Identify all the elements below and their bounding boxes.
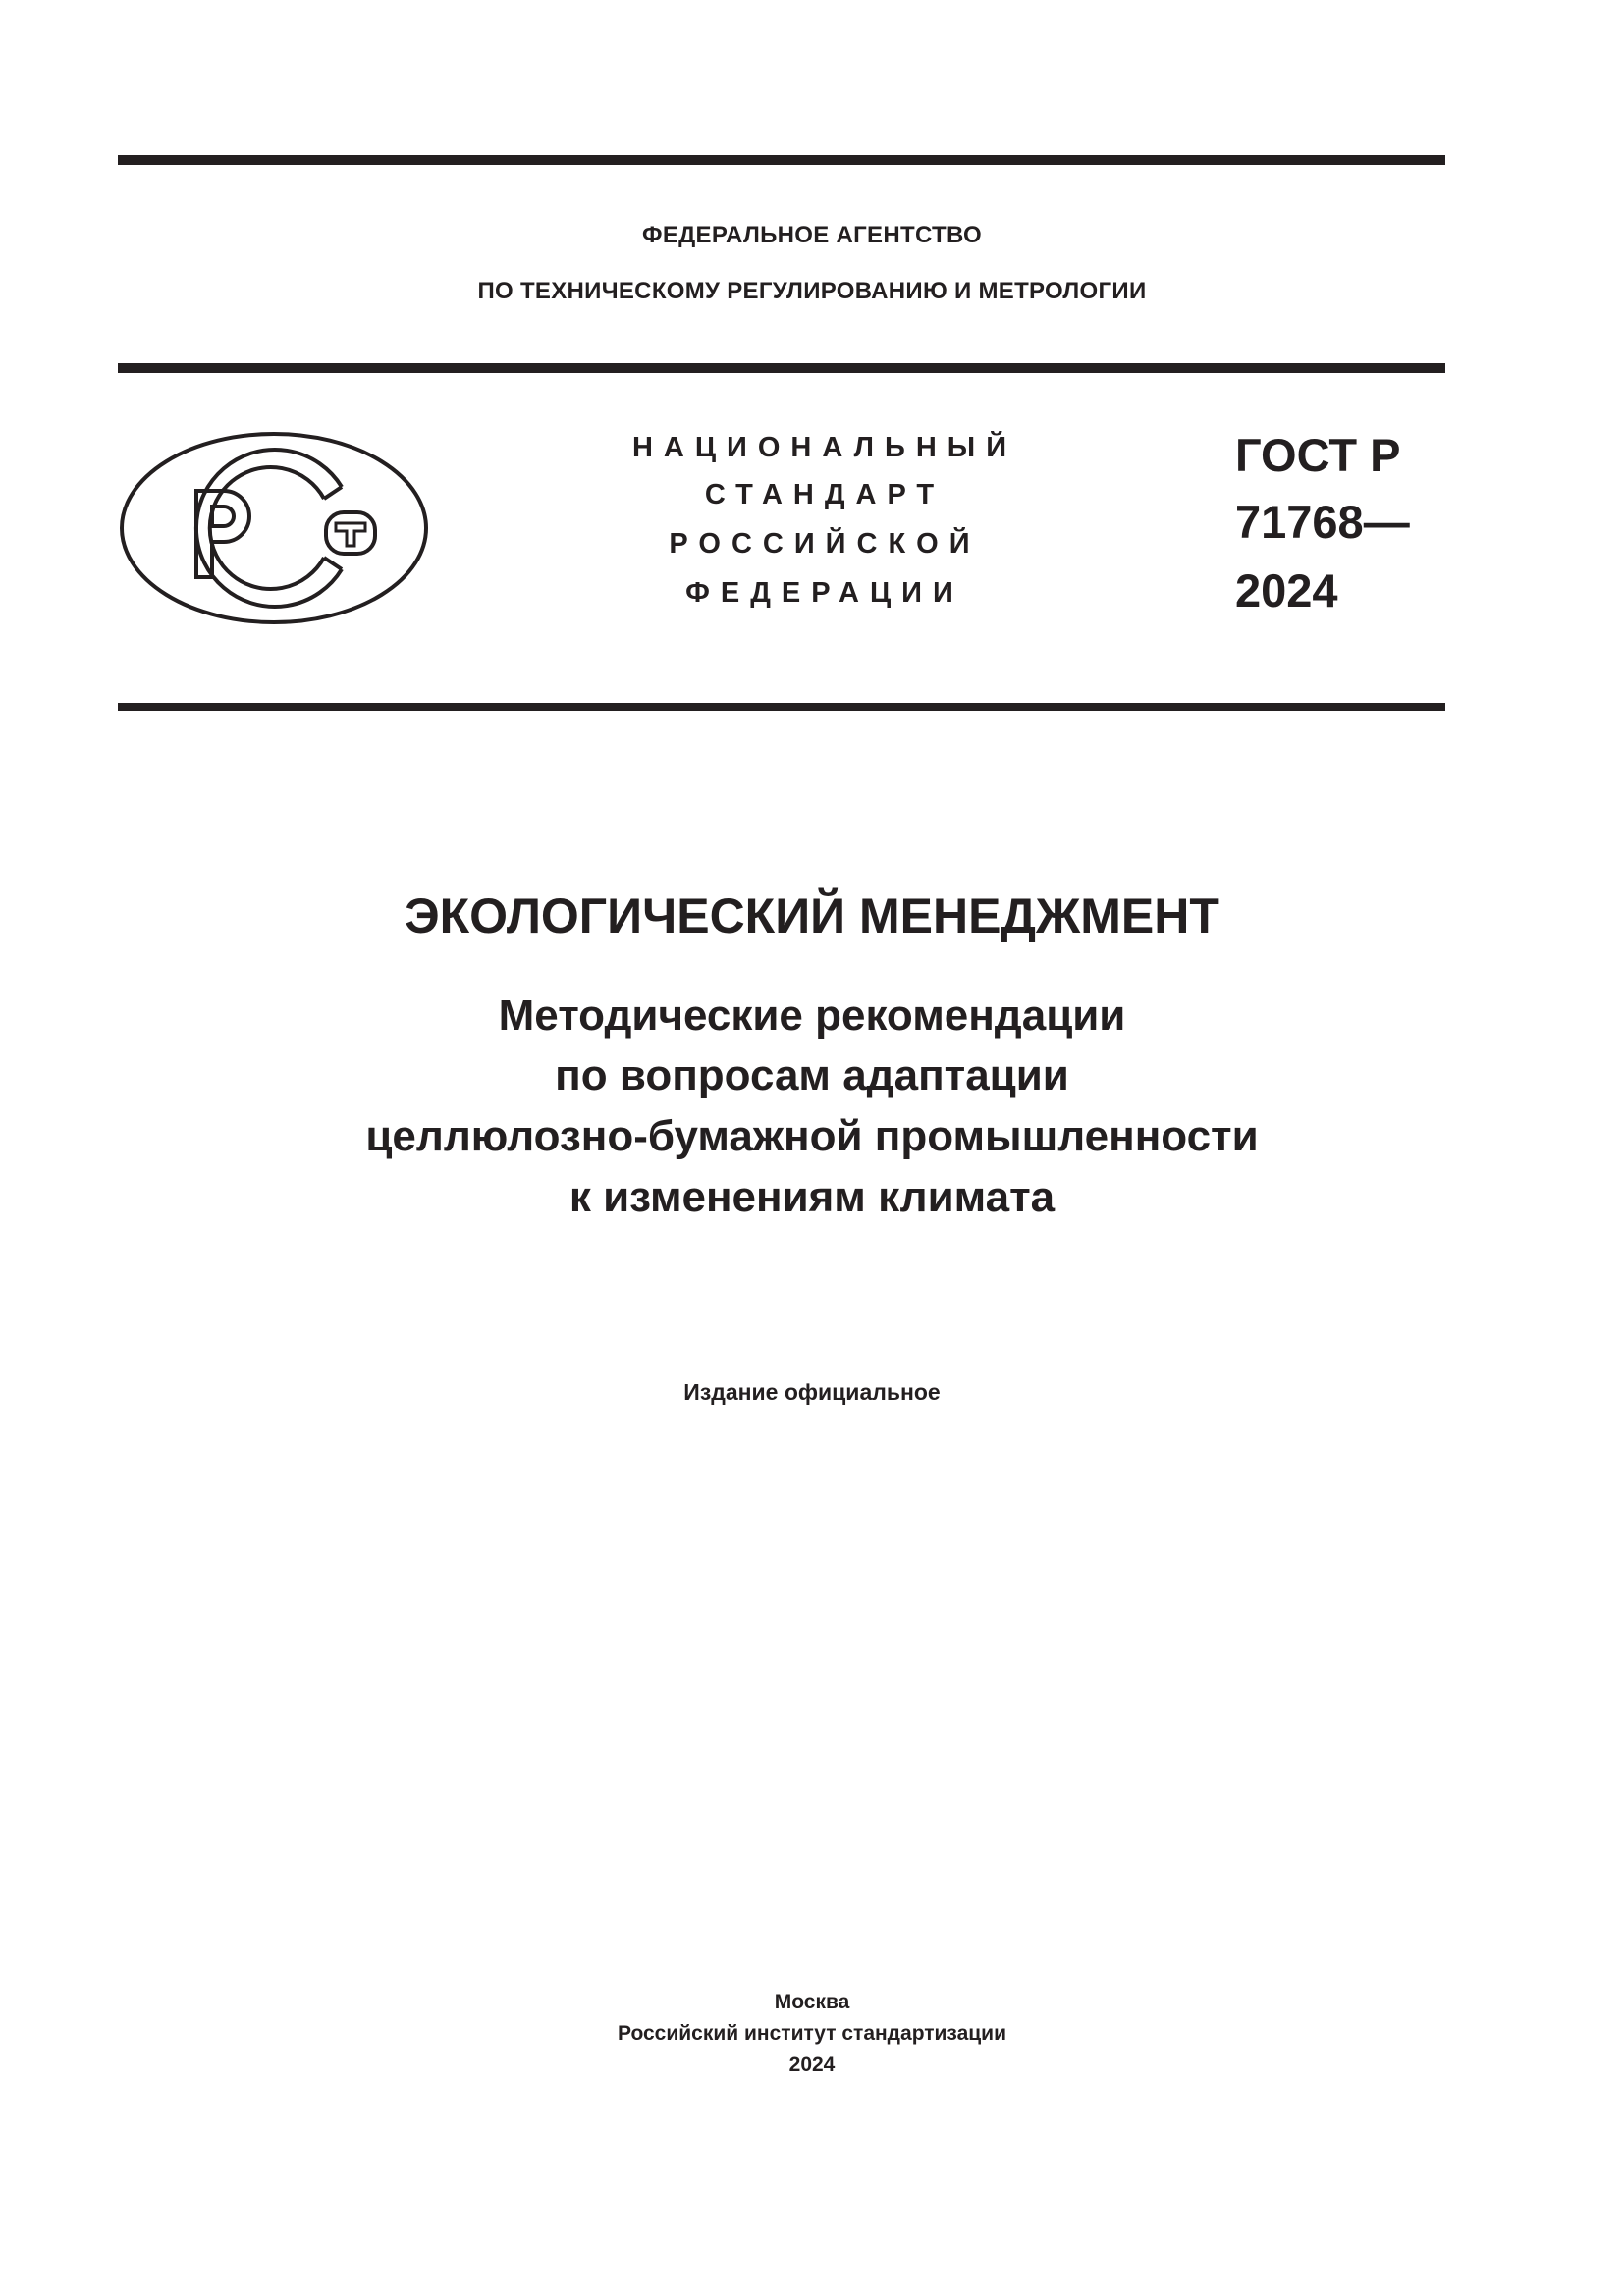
standard-designation-line-1: ГОСТ Р <box>1235 429 1401 481</box>
rst-certification-mark-icon <box>118 430 430 626</box>
document-subtitle-line-1: Методические рекомендации <box>498 991 1126 1040</box>
document-subtitle-line-3: целлюлозно-бумажной промышленности <box>365 1112 1259 1160</box>
national-standard-line-2: СТАНДАРТ <box>704 479 946 510</box>
document-title: ЭКОЛОГИЧЕСКИЙ МЕНЕДЖМЕНТ <box>405 888 1219 943</box>
agency-name-line-1: ФЕДЕРАЛЬНОЕ АГЕНТСТВО <box>642 222 982 248</box>
standard-designation-line-3: 2024 <box>1235 564 1338 616</box>
national-standard-line-3: РОССИЙСКОЙ <box>669 528 981 560</box>
publication-year: 2024 <box>788 2054 836 2076</box>
document-subtitle-line-4: к изменениям климата <box>568 1173 1056 1221</box>
bottom-rule <box>118 703 1445 711</box>
publisher-name: Российский институт стандартизации <box>617 2022 1007 2045</box>
standard-designation-line-2: 71768— <box>1235 496 1410 548</box>
edition-label: Издание официальное <box>683 1379 941 1405</box>
middle-rule <box>118 363 1445 373</box>
national-standard-line-4: ФЕДЕРАЦИИ <box>685 577 964 609</box>
national-standard-line-1: НАЦИОНАЛЬНЫЙ <box>631 432 1018 463</box>
top-rule <box>118 155 1445 165</box>
agency-name-line-2: ПО ТЕХНИЧЕСКОМУ РЕГУЛИРОВАНИЮ И МЕТРОЛОГИИ <box>477 278 1147 304</box>
publication-city: Москва <box>774 1991 850 2013</box>
document-subtitle-line-2: по вопросам адаптации <box>555 1051 1069 1099</box>
